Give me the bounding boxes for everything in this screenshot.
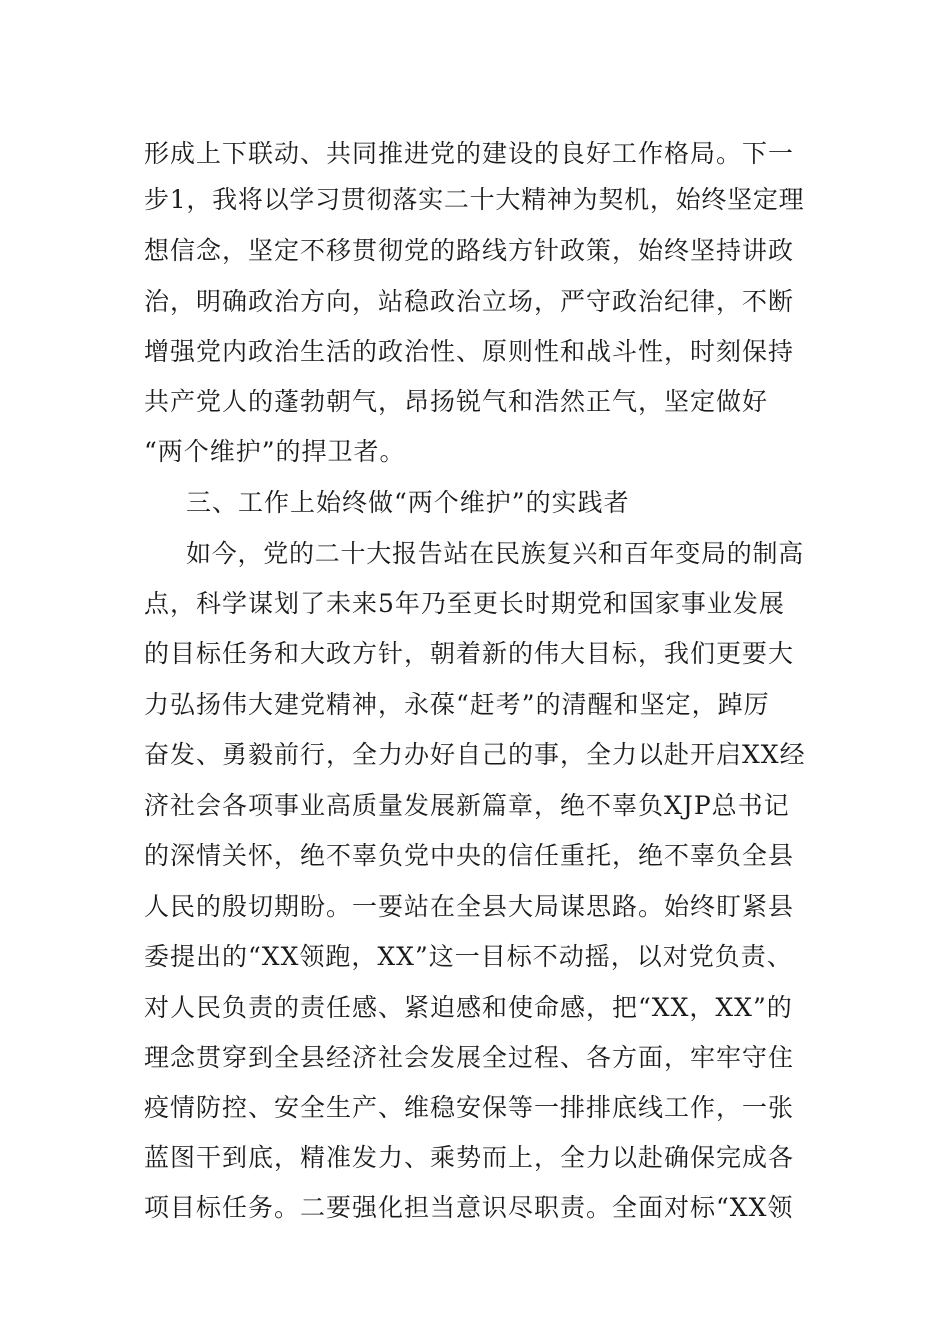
text-line-13: 奋发、勇毅前行，全力办好自己的事，全力以赴开启XX经	[144, 740, 806, 769]
text-line-15: 的深情关怀，绝不辜负党中央的信任重托，绝不辜负全县	[144, 841, 795, 870]
text-line-6: 共产党人的蓬勃朝气，昂扬锐气和浩然正气，坚定做好	[144, 387, 769, 416]
text-line-11: 的目标任务和大政方针，朝着新的伟大目标，我们更要大	[144, 639, 795, 668]
text-line-19: 理念贯穿到全县经济社会发展全过程、各方面，牢牢守住	[144, 1043, 795, 1072]
text-line-22: 项目标任务。二要强化担当意识尽职责。全面对标“XX领	[144, 1193, 794, 1222]
text-line-20: 疫情防控、安全生产、维稳安保等一排排底线工作，一张	[144, 1093, 795, 1122]
text-line-17: 委提出的“XX领跑，XX”这一目标不动摇，以对党负责、	[144, 942, 793, 971]
text-line-10: 点，科学谋划了未来5年乃至更长时期党和国家事业发展	[144, 589, 785, 618]
text-line-14: 济社会各项事业高质量发展新篇章，绝不辜负XJP总书记	[144, 791, 790, 820]
text-line-9: 如今，党的二十大报告站在民族复兴和百年变局的制高	[186, 539, 805, 568]
text-line-3: 想信念，坚定不移贯彻党的路线方针政策，始终坚持讲政	[144, 236, 795, 265]
text-line-1: 形成上下联动、共同推进党的建设的良好工作格局。下一	[144, 139, 795, 168]
text-line-21: 蓝图干到底，精准发力、乘势而上，全力以赴确保完成各	[144, 1143, 795, 1172]
text-line-2: 步1，我将以学习贯彻落实二十大精神为契机，始终坚定理	[144, 185, 805, 214]
text-line-4: 治，明确政治方向，站稳政治立场，严守政治纪律，不断	[144, 287, 795, 316]
text-line-16: 人民的殷切期盼。一要站在全县大局谋思路。始终盯紧县	[144, 892, 795, 921]
section-heading: 三、工作上始终做“两个维护”的实践者	[186, 488, 630, 517]
text-line-18: 对人民负责的责任感、紧迫感和使命感，把“XX，XX”的	[144, 993, 793, 1022]
text-line-12: 力弘扬伟大建党精神，永葆“赶考”的清醒和坚定，踔厉	[144, 690, 770, 719]
text-line-7: “两个维护”的捍卫者。	[144, 437, 406, 466]
text-line-5: 增强党内政治生活的政治性、原则性和战斗性，时刻保持	[144, 337, 795, 366]
